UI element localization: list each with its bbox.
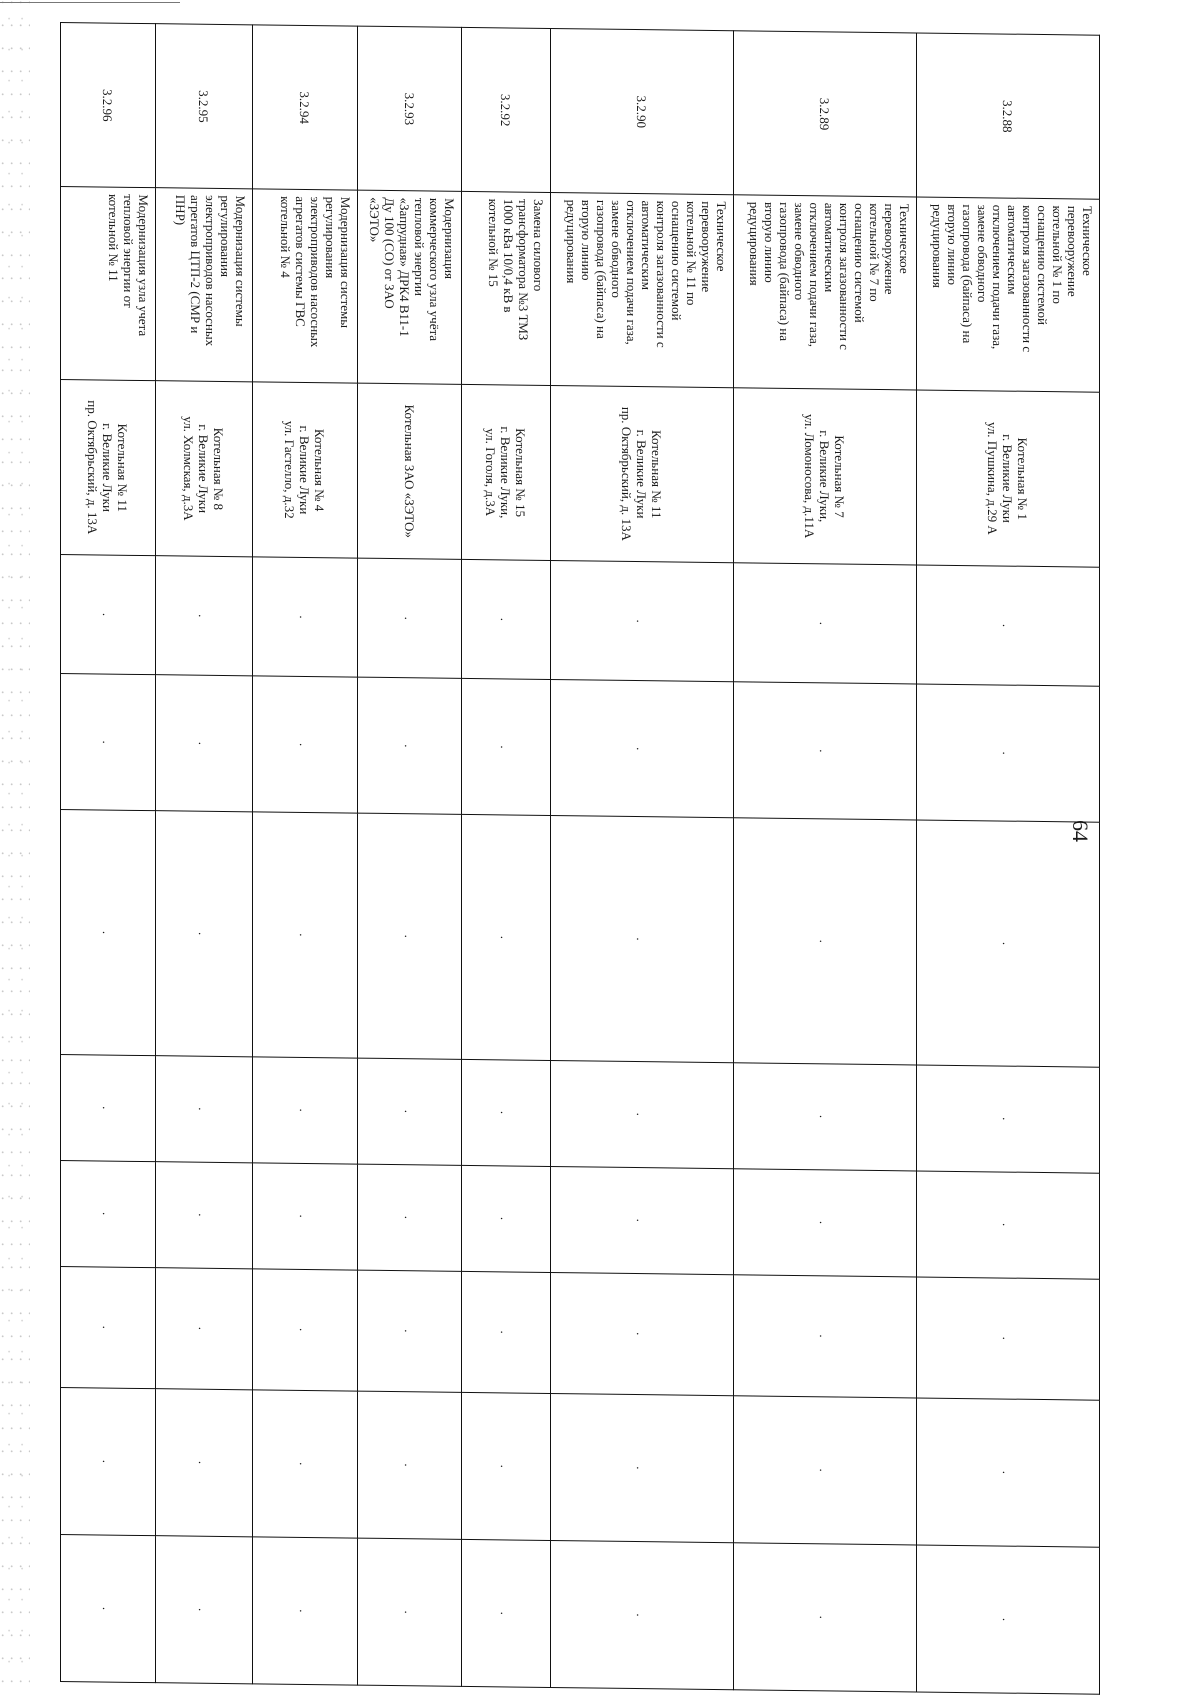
value-cell: . [357, 1391, 461, 1539]
value-cell: . [155, 556, 252, 676]
row-number-cell: 3.2.90 [550, 28, 733, 195]
work-name-cell: Модернизация системы регулирования электроприводов насосных агрегатов системы ГВС котельной № 4 [252, 189, 357, 383]
value-cell: . [733, 1168, 916, 1276]
rotated-page [60, 22, 1100, 1695]
value-cell: . [462, 1059, 550, 1166]
table-row [252, 25, 357, 1685]
document-sheet [60, 22, 1098, 1699]
value-cell: . [357, 1270, 461, 1392]
value-cell: . [252, 1390, 357, 1538]
value-cell: . [155, 1267, 252, 1389]
value-cell: . [252, 812, 357, 1058]
value-cell: . [462, 1271, 550, 1393]
value-cell: . [550, 1393, 733, 1542]
location-cell: Котельная № 1 г. Великие Луки ул. Пушкина, д.29 А [916, 390, 1099, 567]
value-cell: . [357, 558, 461, 678]
value-cell: . [155, 1388, 252, 1536]
value-cell: . [155, 1161, 252, 1268]
value-cell: . [155, 675, 252, 812]
row-number-cell: 3.2.89 [733, 31, 916, 198]
value-cell: . [462, 1539, 550, 1687]
table-body [61, 23, 1100, 1695]
value-cell: . [252, 676, 357, 814]
value-cell: . [733, 682, 916, 821]
value-cell: . [155, 1536, 252, 1684]
value-cell: . [462, 1165, 550, 1272]
scan-top-rule [0, 2, 180, 3]
value-cell: . [61, 555, 156, 675]
table-row [462, 27, 550, 1687]
value-cell: . [252, 1163, 357, 1270]
location-cell: Котельная № 7 г. Великие Луки, ул. Ломоносова, д.11А [733, 388, 916, 565]
table-row [733, 31, 916, 1692]
table-row [916, 33, 1099, 1694]
work-name-cell: Модернизация системы регулирования электроприводов насосных агрегатов ЦТП-2 (СМР и ПНР) [155, 188, 252, 382]
location-cell: Котельная № 4 г. Великие Луки ул. Гастелло, д.32 [252, 382, 357, 558]
table-row [155, 24, 252, 1684]
row-number-cell: 3.2.94 [252, 25, 357, 191]
row-number-cell: 3.2.95 [155, 24, 252, 190]
value-cell: . [733, 818, 916, 1065]
works-table [60, 22, 1100, 1695]
value-cell: . [462, 559, 550, 679]
value-cell: . [61, 1054, 156, 1161]
work-name-cell: Техническое перевооружение котельной № 7 по оснащению системой контроля загазованности с автоматическим отключением подачи газа, замене обводного газопровода (байпаса) на вторую линию редуцирования [733, 195, 916, 390]
row-number-cell: 3.2.96 [61, 23, 156, 189]
location-cell: Котельная ЗАО «ЗЭТО» [357, 383, 461, 559]
row-number-cell: 3.2.88 [916, 33, 1099, 200]
value-cell: . [252, 1269, 357, 1391]
value-cell: . [61, 1534, 156, 1682]
value-cell: . [61, 810, 156, 1056]
location-cell: Котельная № 11 г. Великие Луки пр. Октябрьский, д. 13А [550, 385, 733, 562]
table-row [61, 23, 156, 1683]
value-cell: . [916, 1171, 1099, 1279]
value-cell: . [916, 565, 1099, 686]
work-name-cell: Модернизация узла учета тепловой энергии от котельной № 11 [61, 187, 156, 381]
page-number: 64 [1068, 820, 1093, 842]
value-cell: . [550, 680, 733, 819]
scan-edge-noise [0, 0, 30, 1686]
table-row [550, 28, 733, 1689]
value-cell: . [733, 563, 916, 684]
value-cell: . [733, 1543, 916, 1692]
value-cell: . [550, 1272, 733, 1395]
work-name-cell: Техническое перевооружение котельной № 1 по оснащению системой контроля загазованности с автоматическим отключением подачи газа, замене обводного газопровода (байпаса) на вторую линию редуцирования [916, 197, 1099, 392]
value-cell: . [733, 1274, 916, 1397]
value-cell: . [916, 684, 1099, 823]
value-cell: . [916, 1065, 1099, 1173]
value-cell: . [155, 1055, 252, 1162]
value-cell: . [733, 1062, 916, 1170]
value-cell: . [357, 1058, 461, 1165]
work-name-cell: Техническое перевооружение котельной № 11 по оснащению системой контроля загазованности с автоматическим отключением подачи газа, замене обводного газопровода (байпаса) на вторую линию редуцирования [550, 193, 733, 388]
value-cell: . [252, 557, 357, 677]
value-cell: . [155, 811, 252, 1057]
value-cell: . [61, 1266, 156, 1388]
value-cell: . [357, 1164, 461, 1271]
value-cell: . [916, 1398, 1099, 1547]
value-cell: . [61, 674, 156, 811]
location-cell: Котельная № 15 г. Великие Луки, ул. Гоголя, д.3А [462, 384, 550, 560]
row-number-cell: 3.2.93 [357, 26, 461, 192]
value-cell: . [462, 815, 550, 1060]
value-cell: . [357, 677, 461, 815]
value-cell: . [550, 816, 733, 1063]
value-cell: . [550, 1060, 733, 1168]
value-cell: . [916, 820, 1099, 1067]
row-number-cell: 3.2.92 [462, 27, 550, 192]
location-cell: Котельная № 11 г. Великие Луки пр. Октябрьский, д. 13А [61, 379, 156, 555]
value-cell: . [252, 1537, 357, 1685]
value-cell: . [733, 1396, 916, 1545]
value-cell: . [550, 1166, 733, 1274]
value-cell: . [550, 561, 733, 682]
value-cell: . [252, 1057, 357, 1164]
value-cell: . [916, 1545, 1099, 1694]
location-cell: Котельная № 8 г. Великие Луки ул. Холмская, д.3А [155, 381, 252, 557]
value-cell: . [462, 678, 550, 815]
table-row [357, 26, 461, 1686]
value-cell: . [462, 1392, 550, 1540]
value-cell: . [357, 813, 461, 1059]
value-cell: . [61, 1387, 156, 1535]
value-cell: . [916, 1277, 1099, 1400]
value-cell: . [61, 1160, 156, 1267]
work-name-cell: Модернизация коммерческого узла учёта тепловой энергии «Запрудная» ДРК4 В11-1 Ду 100 (СО) от ЗАО «ЗЭТО» [357, 191, 461, 385]
value-cell: . [550, 1540, 733, 1689]
work-name-cell: Замена силового трансформатора №3 ТМЗ 1000 кВа 10/0,4 кВ в котельной № 15 [462, 192, 550, 386]
value-cell: . [357, 1538, 461, 1686]
